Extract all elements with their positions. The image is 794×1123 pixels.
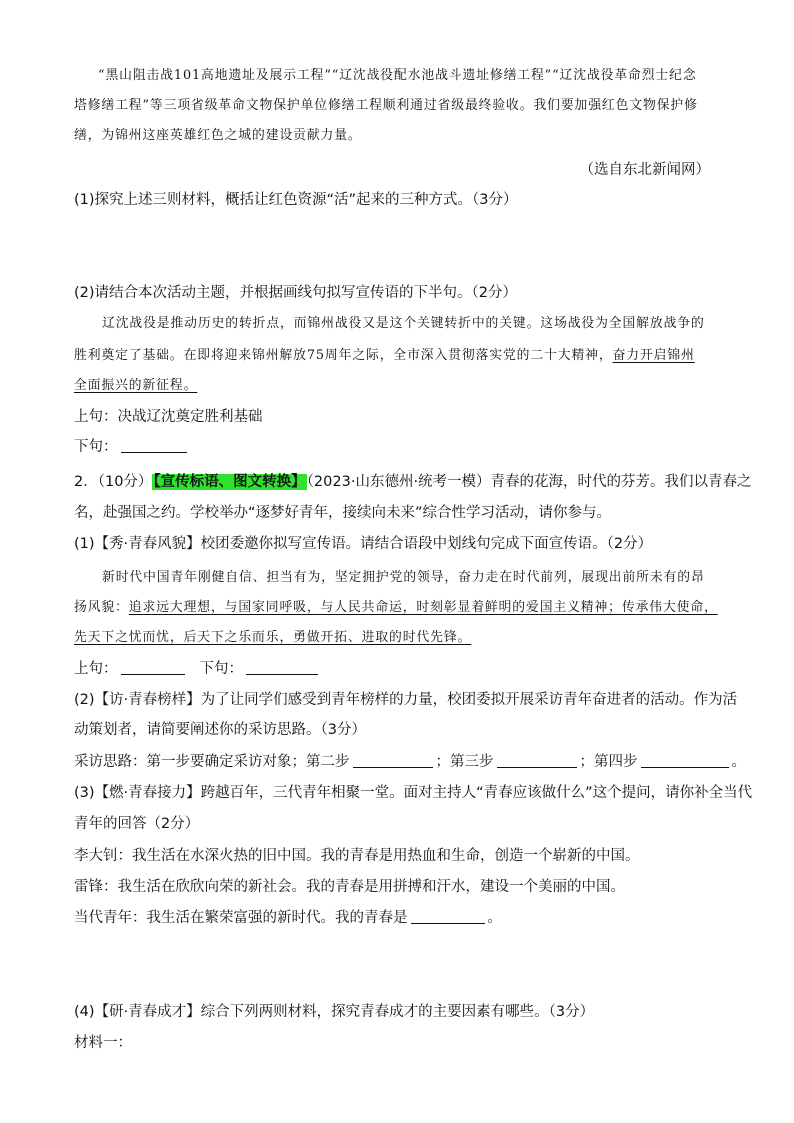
question-type-tag: 【宣传标语、图文转换】 <box>153 474 306 490</box>
question-2-2-line-2: 动策划者，请简要阐述你的采访思路。（3分） <box>74 722 366 738</box>
underlined-sentence-2b: 先天下之忧而忧，后天下之乐而乐，勇做开拓、进取的时代先锋。 <box>74 630 472 645</box>
dialogue-lei-feng: 雷锋：我生活在欣欣向荣的新社会。我的青春是用拼搏和汗水，建设一个美丽的中国。 <box>74 879 625 895</box>
lower-sentence-1-row <box>74 437 190 457</box>
interview-step-3-label: ；第三步 <box>435 754 494 770</box>
passage-1-line-2-text: 胜利奠定了基础。在即将迎来锦州解放75周年之际，全市深入贯彻落实党的二十大精神， <box>74 348 613 363</box>
interview-plan-row <box>74 752 746 772</box>
interview-step-1-text: 采访思路：第一步要确定采访对象；第二步 <box>74 754 350 770</box>
underlined-sentence-2a: 追求远大理想，与国家同呼吸，与人民共命运，时刻彰显着鲜明的爱国主义精神；传承伟大使命， <box>128 600 718 615</box>
interview-step-4-label: ；第四步 <box>579 754 638 770</box>
answer-blank-step-2[interactable] <box>353 753 433 768</box>
question-2-line-1 <box>74 472 752 492</box>
passage-2-line-2 <box>74 598 718 618</box>
passage-2-line-3 <box>74 628 471 648</box>
question-1-2: (2)请结合本次活动主题，并根据画线句拟写宣传语的下半句。（2分） <box>74 285 518 301</box>
passage-2-line-2-text: 扬风貌： <box>74 600 129 615</box>
lower-sentence-2-label: 下句： <box>199 661 243 677</box>
underlined-sentence-1b: 全面振兴的新征程。 <box>74 378 198 393</box>
answer-blank-youth[interactable] <box>411 909 485 924</box>
answer-blank-step-4[interactable] <box>641 753 729 768</box>
answer-blank-step-3[interactable] <box>497 753 577 768</box>
upper-sentence-2-label: 上句： <box>74 661 118 677</box>
material-3-line-2: 塔修缮工程”等三项省级革命文物保护单位修缮工程顺利通过省级最终验收。我们要加强红色文物保护修 <box>74 98 698 113</box>
interview-end-punct: 。 <box>731 754 746 770</box>
question-1-1: (1)探究上述三则材料，概括让红色资源“活”起来的三种方式。（3分） <box>74 192 518 208</box>
question-2-1: (1)【秀·青春风貌】校团委邀你拟写宣传语。请结合语段中划线句完成下面宣传语。（2分） <box>74 536 653 552</box>
answer-blank-upper-2[interactable] <box>121 660 185 675</box>
material-3-source: （选自东北新闻网） <box>579 162 710 178</box>
question-2-text-1: （2023·山东德州·统考一模）青春的花海，时代的芬芳。我们以青春之 <box>306 474 752 490</box>
dialogue-modern-youth-text: 当代青年：我生活在繁荣富强的新时代。我的青春是 <box>74 910 408 926</box>
question-2-number: 2．（10分） <box>74 474 153 490</box>
material-3-line-1: “黑山阻击战101高地遗址及展示工程”“辽沈战役配水池战斗遗址修缮工程”“辽沈战役革命烈士纪念 <box>98 68 697 83</box>
dialogue-modern-youth <box>74 908 502 928</box>
upper-lower-row-2 <box>74 659 321 679</box>
upper-sentence-1: 上句：决战辽沈奠定胜利基础 <box>74 409 263 425</box>
dialogue-modern-youth-end: 。 <box>487 910 502 926</box>
question-2-3-line-2: 青年的回答（2分） <box>74 816 200 832</box>
material-3-line-3: 缮，为锦州这座英雄红色之城的建设贡献力量。 <box>74 128 362 143</box>
lower-sentence-1-label: 下句： <box>74 439 118 455</box>
question-2-4: (4)【研·青春成才】综合下列两则材料，探究青春成才的主要因素有哪些。（3分） <box>74 1004 595 1020</box>
dialogue-li-dazhao: 李大钊：我生活在水深火热的旧中国。我的青春是用热血和生命，创造一个崭新的中国。 <box>74 848 640 864</box>
passage-1-line-3 <box>74 376 197 396</box>
passage-2-line-1: 新时代中国青年刚健自信、担当有为，坚定拥护党的领导，奋力走在时代前列，展现出前所未有的昂 <box>102 570 705 585</box>
question-2-2-line-1: (2)【访·青春榜样】为了让同学们感受到青年榜样的力量，校团委拟开展采访青年奋进者的活动。作为活 <box>74 692 738 708</box>
passage-1-line-1: 辽沈战役是推动历史的转折点，而锦州战役又是这个关键转折中的关键。这场战役为全国解放战争的 <box>102 316 705 331</box>
underlined-sentence-1a: 奋力开启锦州 <box>612 348 695 363</box>
answer-blank-lower-2[interactable] <box>246 660 318 675</box>
question-2-line-2: 名，赴强国之约。学校举办“逐梦好青年，接续向未来”综合性学习活动，请你参与。 <box>74 505 612 521</box>
question-2-3-line-1: (3)【燃·青春接力】跨越百年，三代青年相聚一堂。面对主持人“青春应该做什么”这个提问，请你补全当代 <box>74 785 753 801</box>
material-1-label: 材料一： <box>74 1035 132 1051</box>
passage-1-line-2 <box>74 346 695 366</box>
answer-blank-lower-1[interactable] <box>121 438 187 453</box>
